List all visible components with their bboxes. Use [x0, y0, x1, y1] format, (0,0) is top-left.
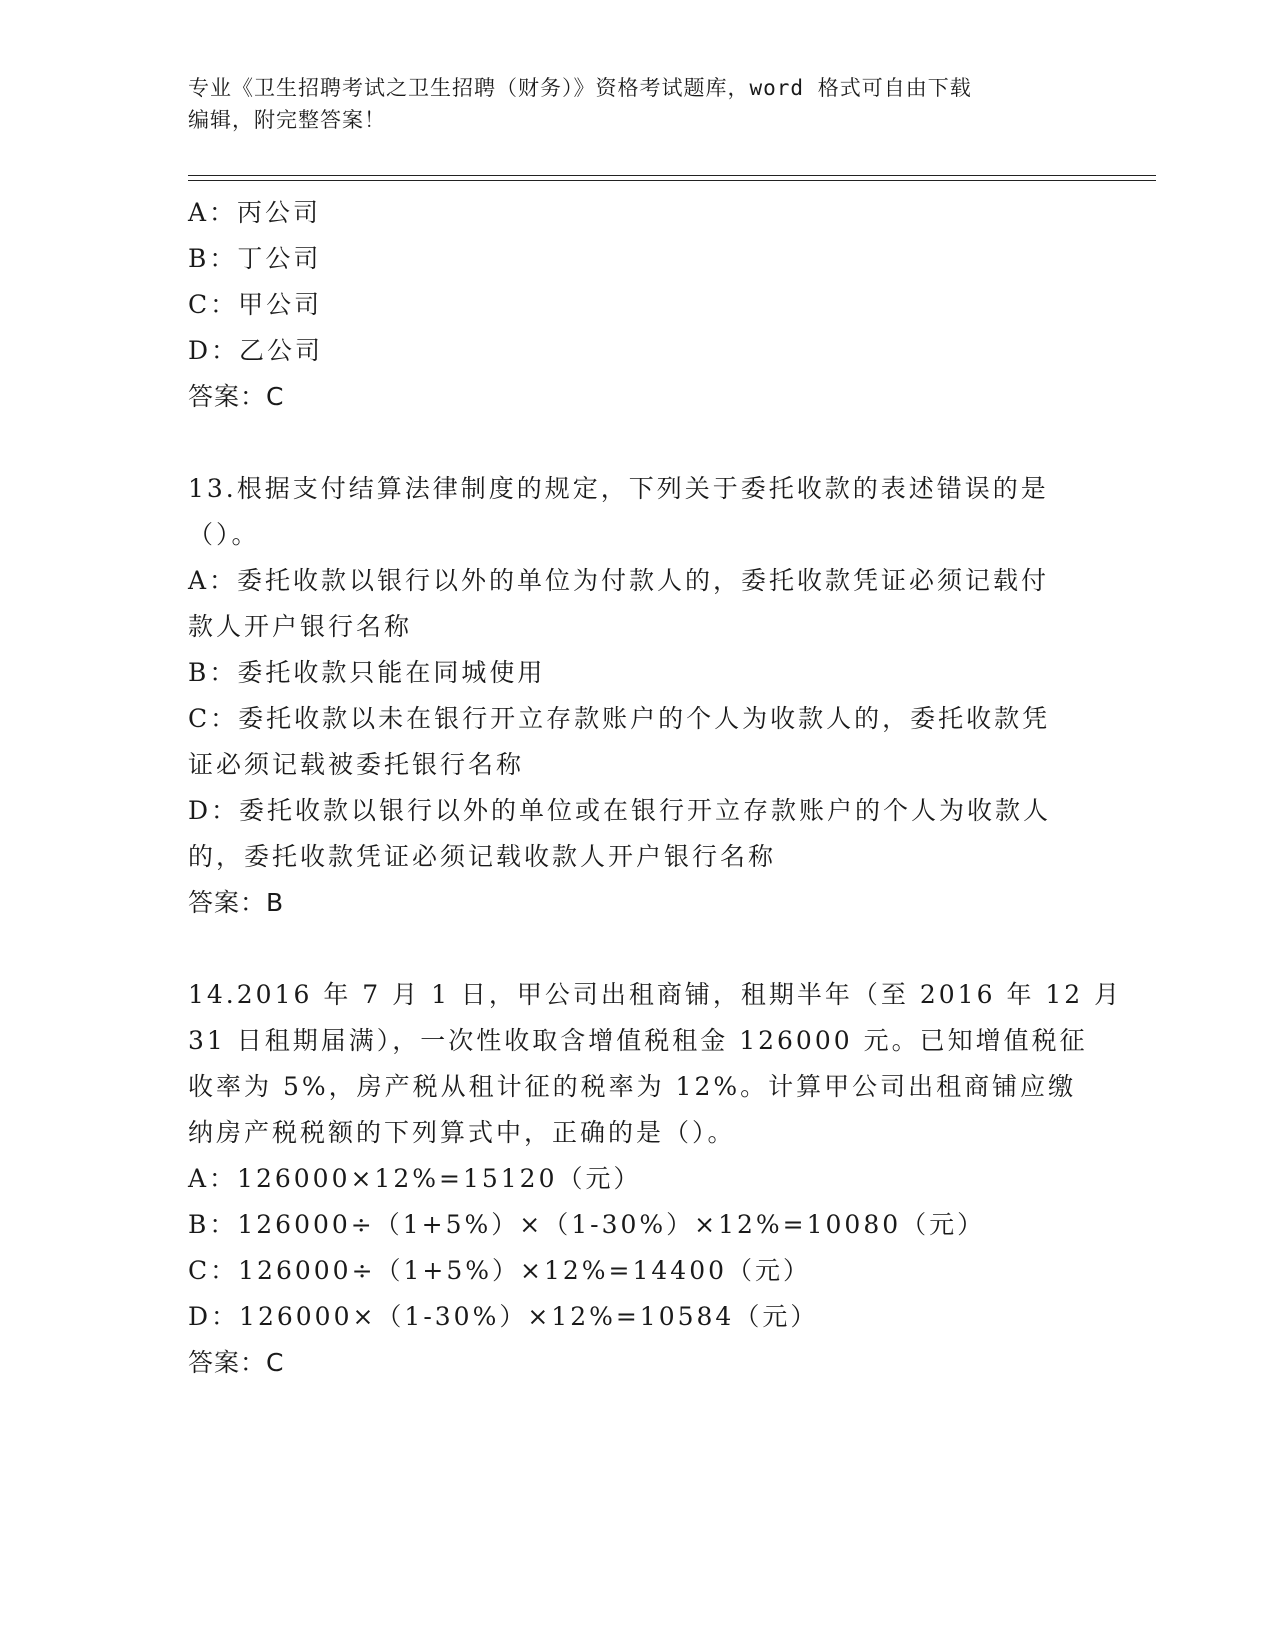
option-a: A：126000×12%=15120（元）: [188, 1164, 642, 1193]
header-line-2: 编辑，附完整答案！: [188, 108, 386, 132]
option-d-continued: 的，委托收款凭证必须记载收款人开户银行名称: [188, 842, 777, 871]
question-12: [188, 190, 1088, 420]
option-d: D：委托收款以银行以外的单位或在银行开立存款账户的个人为收款人: [188, 796, 1052, 825]
header-divider-bottom: [188, 180, 1156, 181]
header-line-1: 专业《卫生招聘考试之卫生招聘（财务）》资格考试题库，word 格式可自由下载: [188, 76, 972, 100]
question-stem-line: 收率为 5%，房产税从租计征的税率为 12%。计算甲公司出租商铺应缴: [188, 1072, 1077, 1101]
answer-line: 答案：B: [188, 888, 285, 917]
question-stem-line: 31 日租期届满），一次性收取含增值税租金 126000 元。已知增值税征: [188, 1026, 1088, 1055]
option-c: C：委托收款以未在银行开立存款账户的个人为收款人的，委托收款凭: [188, 704, 1051, 733]
option-b: B：126000÷（1+5%）×（1-30%）×12%=10080（元）: [188, 1210, 986, 1239]
answer-line: 答案：C: [188, 1348, 285, 1377]
option-a: A：委托收款以银行以外的单位为付款人的，委托收款凭证必须记载付: [188, 566, 1050, 595]
question-content: [188, 190, 1123, 1386]
question-stem-line: 14.2016 年 7 月 1 日，甲公司出租商铺，租期半年（至 2016 年 12 月: [188, 980, 1123, 1009]
question-stem-line: 13.根据支付结算法律制度的规定，下列关于委托收款的表述错误的是: [188, 474, 1049, 503]
question-stem-line: 纳房产税税额的下列算式中，正确的是（）。: [188, 1118, 736, 1147]
question-13: [188, 466, 1088, 926]
header-divider-top: [188, 175, 1156, 176]
answer-line: 答案：C: [188, 382, 285, 411]
option-c-continued: 证必须记载被委托银行名称: [188, 750, 525, 779]
option-a-continued: 款人开户银行名称: [188, 612, 413, 641]
option-d: D：126000×（1-30%）×12%=10584（元）: [188, 1302, 819, 1331]
spacer: [188, 420, 1088, 466]
option-c: C：126000÷（1+5%）×12%=14400（元）: [188, 1256, 812, 1285]
option-d: D：乙公司: [188, 336, 324, 365]
spacer: [188, 926, 1088, 972]
option-b: B：丁公司: [188, 244, 322, 273]
option-b: B：委托收款只能在同城使用: [188, 658, 546, 687]
option-a: A：丙公司: [188, 198, 322, 227]
option-c: C：甲公司: [188, 290, 323, 319]
question-14: [188, 972, 1123, 1386]
document-header: [188, 72, 1088, 136]
question-stem-line: （）。: [188, 520, 260, 549]
